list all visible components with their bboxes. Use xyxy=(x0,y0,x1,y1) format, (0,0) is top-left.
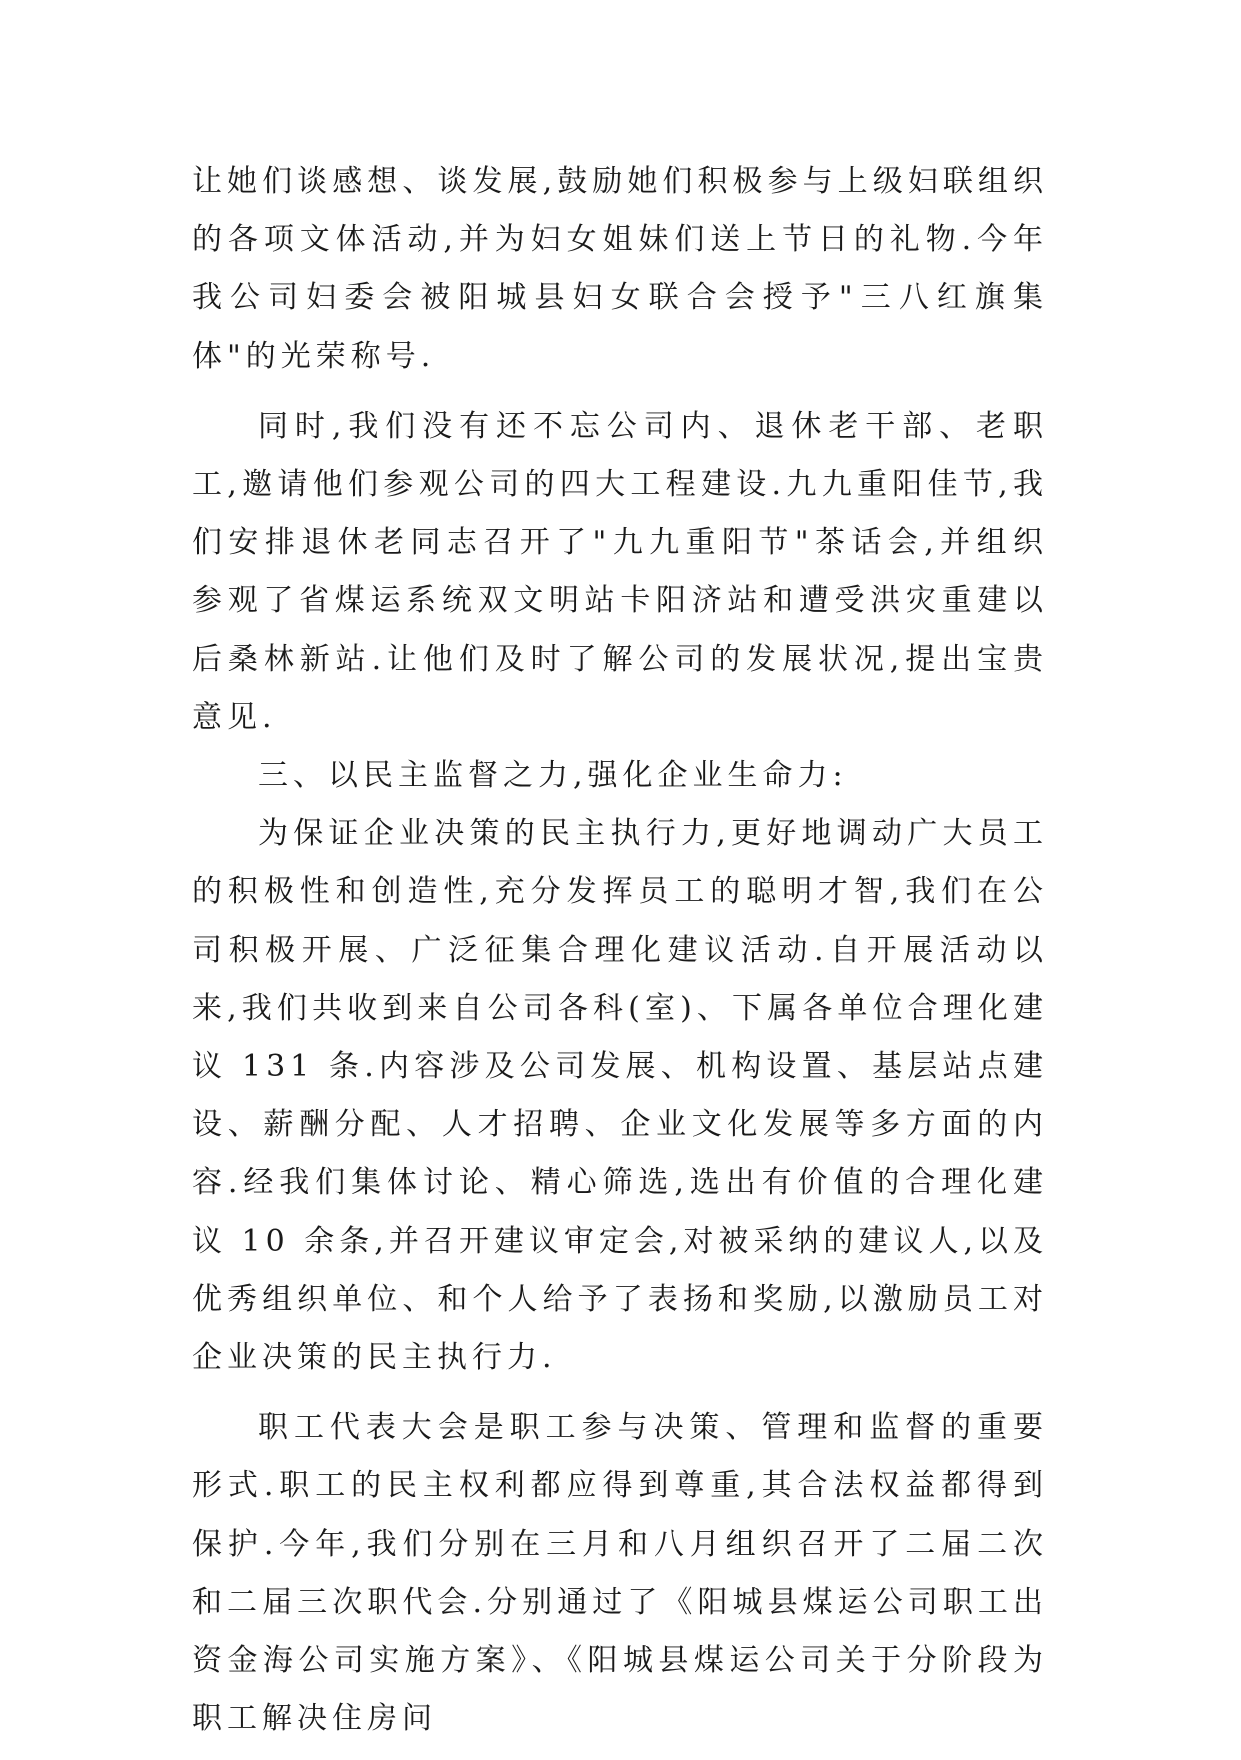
paragraph-rationalization-proposals: 为保证企业决策的民主执行力,更好地调动广大员工的积极性和创造性,充分发挥员工的聪明才智,我们在公司积极开展、广泛征集合理化建议活动.自开展活动以来,我们共收到来自公司各科(室)、下属各单位合理化建议 131 条.内容涉及公司发展、机构设置、基层站点建设、薪酬分配、人才招聘、企业文化发展等多方面的内容.经我们集体讨论、精心筛选,选出有价值的合理化建议 10 余条,并召开建议审定会,对被采纳的建议人,以及优秀组织单位、和个人给予了表扬和奖励,以激励员工对企业决策的民主执行力. xyxy=(192,816,1048,1376)
paragraph-workers-congress: 职工代表大会是职工参与决策、管理和监督的重要形式.职工的民主权利都应得到尊重,其合法权益都得到保护.今年,我们分别在三月和八月组织召开了二届二次和二届三次职代会.分别通过了《阳城县煤运公司职工出资金海公司实施方案》、《阳城县煤运公司关于分阶段为职工解决住房问 xyxy=(192,1410,1048,1737)
paragraph-retired-staff: 同时,我们没有还不忘公司内、退休老干部、老职工,邀请他们参观公司的四大工程建设.九九重阳佳节,我们安排退休老同志召开了"九九重阳节"茶话会,并组织参观了省煤运系统双文明站卡阳济站和遭受洪灾重建以后桑林新站.让他们及时了解公司的发展状况,提出宝贵意见. xyxy=(192,408,1048,735)
document-body xyxy=(192,153,1048,1760)
paragraph-women-activities: 让她们谈感想、谈发展,鼓励她们积极参与上级妇联组织的各项文体活动,并为妇女姐妹们送上节日的礼物.今年我公司妇委会被阳城县妇女联合会授予"三八红旗集体"的光荣称号. xyxy=(192,164,1048,374)
section-heading-democratic-supervision: 三、以民主监督之力,强化企业生命力: xyxy=(258,758,848,794)
